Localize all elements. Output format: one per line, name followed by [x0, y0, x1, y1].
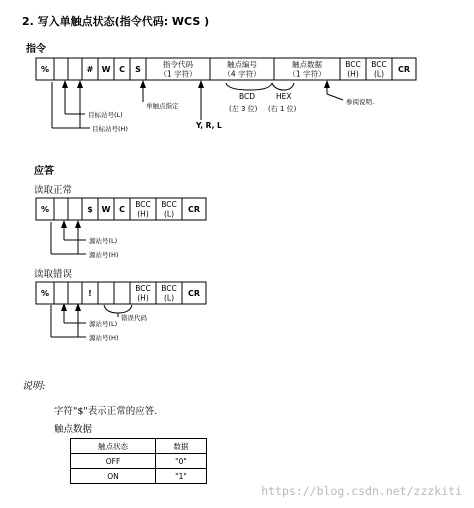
svg-text:指令代码: 指令代码 — [163, 60, 193, 70]
svg-text:BCC: BCC — [135, 284, 151, 294]
frame-cell — [182, 282, 206, 304]
frame-cell — [36, 282, 54, 304]
source-station-l-label: 源站号(L) — [89, 237, 118, 245]
frame-cell — [130, 198, 156, 220]
table-cell: "1" — [156, 469, 207, 484]
command-heading: 指令 — [26, 44, 46, 55]
table-cell: ON — [71, 469, 156, 484]
frame-cell — [54, 198, 68, 220]
svg-text:（1 字符）: （1 字符） — [288, 69, 326, 79]
svg-text:!: ! — [88, 288, 92, 298]
table-row — [71, 469, 207, 484]
table-row — [71, 454, 207, 469]
svg-text:(H): (H) — [137, 293, 149, 303]
table-header-cell: 数据 — [156, 439, 207, 454]
frame-cell — [82, 58, 98, 80]
contact-data-table-title: 触点数据 — [54, 424, 93, 435]
frame-cell — [210, 58, 274, 80]
source-station-h-label: 源站号(H) — [89, 251, 119, 259]
svg-text:%: % — [40, 64, 50, 74]
frame-cell — [82, 198, 98, 220]
svg-text:BCC: BCC — [345, 60, 361, 70]
frame-cell — [36, 58, 54, 80]
bcd-label: BCD — [239, 92, 256, 101]
svg-text:（4 字符）: （4 字符） — [223, 69, 261, 79]
notes-heading: 说明: — [22, 381, 46, 392]
svg-text:C: C — [119, 204, 125, 214]
single-contact-label: 单触点指定 — [146, 102, 179, 110]
table-cell: OFF — [71, 454, 156, 469]
svg-text:(L): (L) — [163, 209, 175, 219]
svg-text:BCC: BCC — [161, 200, 177, 210]
command-frame — [36, 58, 416, 80]
svg-text:CR: CR — [187, 204, 201, 214]
error-code-label: 错误代码 — [121, 314, 147, 322]
svg-text:(H): (H) — [137, 209, 149, 219]
frame-cell — [366, 58, 392, 80]
yrl-label: Y, R, L — [196, 121, 222, 130]
error-station-l-label: 源站号(L) — [89, 320, 118, 328]
frame-cell — [68, 282, 82, 304]
contact-data-table — [70, 438, 207, 484]
frame-cell — [54, 282, 68, 304]
frame-cell — [54, 58, 68, 80]
response-error-frame — [36, 282, 206, 304]
response-normal-annotations — [51, 220, 86, 254]
frame-cell — [82, 282, 98, 304]
response-normal-frame — [36, 198, 206, 220]
svg-text:BCC: BCC — [135, 200, 151, 210]
frame-cell — [68, 198, 82, 220]
frame-cell — [36, 198, 54, 220]
target-station-l-label: 目标站号(L) — [88, 111, 123, 119]
table-cell: "0" — [156, 454, 207, 469]
frame-cell — [68, 58, 82, 80]
response-heading: 应答 — [34, 166, 54, 177]
svg-text:(L): (L) — [373, 69, 385, 79]
svg-text:CR: CR — [397, 64, 411, 74]
section-title: 2. 写入单触点状态(指令代码: WCS ) — [22, 15, 210, 28]
svg-text:触点数据: 触点数据 — [292, 60, 322, 70]
svg-text:%: % — [40, 204, 50, 214]
frame-cell — [114, 198, 130, 220]
hex-label: HEX — [276, 92, 292, 101]
target-station-h-label: 目标站号(H) — [92, 125, 128, 133]
frame-cell — [146, 58, 210, 80]
svg-text:(H): (H) — [347, 69, 359, 79]
svg-text:CR: CR — [187, 288, 201, 298]
left3-label: (左 3 位) — [229, 105, 258, 113]
see-explanation-label: 参阅说明. — [346, 98, 375, 106]
frame-cell — [130, 282, 156, 304]
frame-cell — [114, 282, 130, 304]
table-header-cell: 触点状态 — [71, 439, 156, 454]
watermark: https://blog.csdn.net/zzzkiti — [261, 484, 462, 498]
frame-cell — [114, 58, 130, 80]
frame-cell — [392, 58, 416, 80]
svg-text:（1 字符）: （1 字符） — [159, 69, 197, 79]
response-normal-label: 读取正常 — [34, 185, 73, 196]
frame-cell — [156, 282, 182, 304]
svg-text:S: S — [135, 64, 141, 74]
frame-cell — [98, 58, 114, 80]
svg-text:触点编号: 触点编号 — [227, 60, 257, 70]
frame-cell — [182, 198, 206, 220]
svg-text:W: W — [101, 204, 111, 214]
svg-text:W: W — [101, 64, 111, 74]
svg-text:BCC: BCC — [371, 60, 387, 70]
frame-cell — [156, 198, 182, 220]
frame-cell — [98, 198, 114, 220]
svg-text:BCC: BCC — [161, 284, 177, 294]
notes-text: 字符"$"表示正常的应答. — [54, 406, 158, 417]
svg-text:(L): (L) — [163, 293, 175, 303]
frame-cell — [274, 58, 340, 80]
frame-cell — [340, 58, 366, 80]
error-station-h-label: 源站号(H) — [89, 334, 119, 342]
response-error-label: 读取错误 — [34, 269, 73, 280]
right1-label: (右 1 位) — [268, 105, 297, 113]
frame-cell — [130, 58, 146, 80]
table-header-row — [71, 439, 207, 454]
svg-text:$: $ — [87, 204, 93, 214]
frame-cell — [98, 282, 114, 304]
svg-text:C: C — [119, 64, 125, 74]
svg-text:%: % — [40, 288, 50, 298]
svg-text:#: # — [86, 64, 94, 74]
